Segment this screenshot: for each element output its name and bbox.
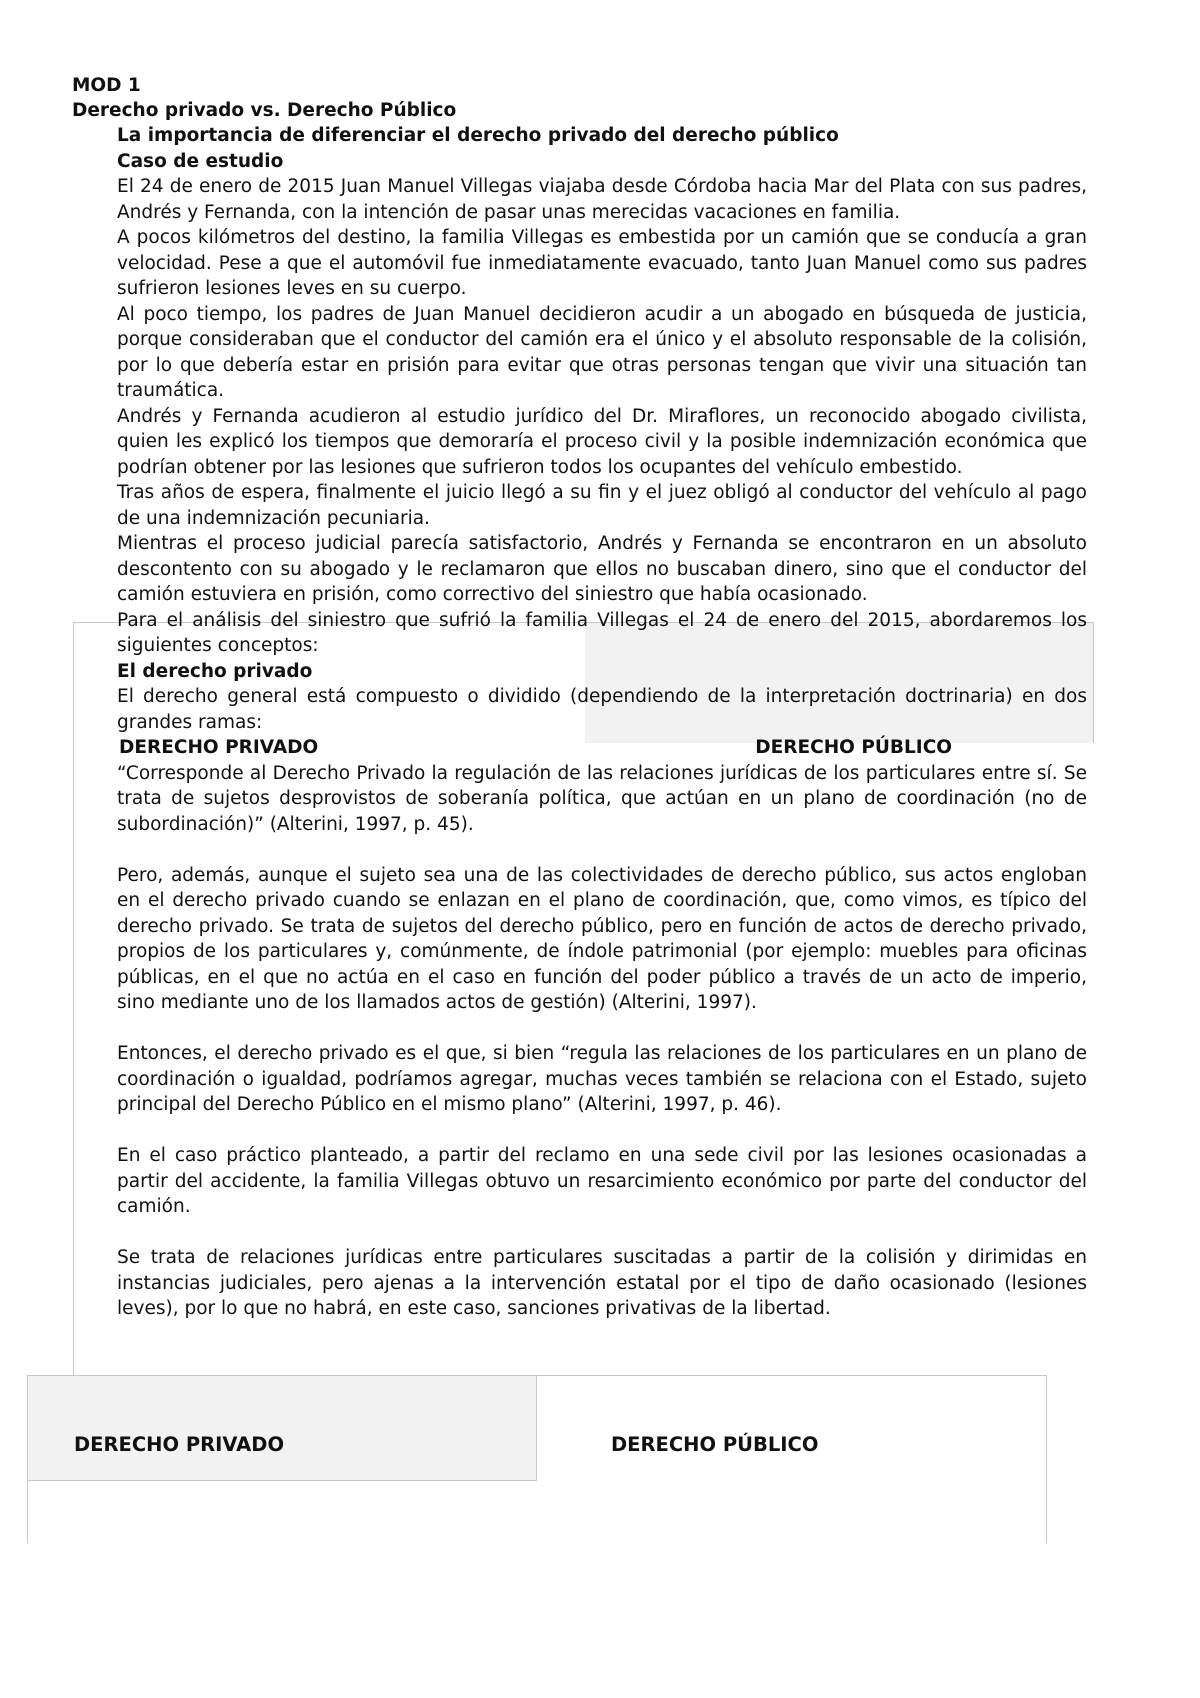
private-law-paragraph: En el caso práctico planteado, a partir del reclamo en una sede civil por las lesiones ocasionadas a partir del accidente, la familia Villegas obtuvo un resarcimiento económico por parte del conductor del camión. [117,1145,1087,1217]
paragraph-gap [117,1220,1087,1246]
branch-private-label: DERECHO PRIVADO [119,737,319,758]
branch-public-label: DERECHO PÚBLICO [755,737,952,758]
intro-paragraph: El derecho general está compuesto o dividido (dependiendo de la interpretación doctrinaria) en dos grandes ramas: [117,686,1087,733]
case-paragraph: El 24 de enero de 2015 Juan Manuel Villegas viajaba desde Córdoba hacia Mar del Plata con sus padres, Andrés y Fernanda, con la intención de pasar unas merecidas vacaciones en familia. [117,176,1087,223]
case-paragraph: Mientras el proceso judicial parecía satisfactorio, Andrés y Fernanda se encontraron en un absoluto descontento con su abogado y le reclamaron que ellos no buscaban dinero, sino que el conductor del camión estuviera en prisión, como correctivo del siniestro que había ocasionado. [117,533,1087,605]
private-law-paragraph: “Corresponde al Derecho Privado la regulación de las relaciones jurídicas de los particulares entre sí. Se trata de sujetos desprovistos de soberanía política, que actúan en un plano de coordinación (no de subordinación)” (Alterini, 1997, p. 45). [117,762,1087,835]
private-law-paragraph: Entonces, el derecho privado es el que, si bien “regula las relaciones de los particulares en un plano de coordinación o igualdad, podríamos agregar, muchas veces también se relaciona con el Estado, sujeto principal del Derecho Público en el mismo plano” (Alterini, 1997, p. 46). [117,1043,1087,1115]
module-label: MOD 1 [72,75,141,96]
case-paragraph: Para el análisis del siniestro que sufrió la familia Villegas el 24 de enero del 2015, abordaremos los siguientes conceptos: [117,609,1087,656]
comparison-table-left-header-cell [27,1375,537,1481]
table-header-private: DERECHO PRIVADO [74,1433,285,1456]
case-paragraph: Tras años de espera, finalmente el juicio llegó a su fin y el juez obligó al conductor del vehículo al pago de una indemnización pecuniaria. [117,482,1087,529]
paragraph-gap [117,837,1087,863]
case-paragraph: Al poco tiempo, los padres de Juan Manuel decidieron acudir a un abogado en búsqueda de justicia, porque consideraban que el conductor del camión era el único y el absoluto responsable de la colisión, por lo que debería estar en prisión para evitar que otras personas tengan que vivir una situación tan traumática. [117,303,1087,401]
comparison-table [27,1375,1047,1543]
comparison-table-right-header-cell [537,1375,1047,1543]
document-header [72,73,1112,123]
subtitle: La importancia de diferenciar el derecho privado del derecho público [117,125,839,146]
private-law-paragraph: Pero, además, aunque el sujeto sea una de las colectividades de derecho público, sus actos engloban en el derecho privado cuando se enlazan en el plano de coordinación, que, como vimos, es típico del derecho privado. Se trata de sujetos del derecho público, pero en función de actos de derecho privado, propios de los particulares y, comúnmente, de índole patrimonial (por ejemplo: muebles para oficinas públicas, en el que no actúa en el caso en función del poder público a través de un acto de imperio, sino mediante uno de los llamados actos de gestión) (Alterini, 1997). [117,864,1087,1013]
private-law-paragraph: Se trata de relaciones jurídicas entre particulares suscitadas a partir de la colisión y dirimidas en instancias judiciales, pero ajenas a la intervención estatal por el tipo de daño ocasionado (lesiones leves), por lo que no habrá, en este caso, sanciones privativas de la libertad. [117,1247,1087,1319]
comparison-table-left-body-cell [27,1481,537,1543]
paragraph-gap [117,1118,1087,1144]
document-body [117,123,1087,1322]
case-paragraph: Andrés y Fernanda acudieron al estudio jurídico del Dr. Miraflores, un reconocido abogado civilista, quien les explicó los tiempos que demoraría el proceso civil y la posible indemnización económica que podrían obtener por las lesiones que sufrieron todos los ocupantes del vehículo embestido. [117,405,1087,478]
case-heading: Caso de estudio [117,150,284,172]
law-branches-row [117,735,1087,761]
paragraph-gap [117,1016,1087,1042]
document-title: Derecho privado vs. Derecho Público [72,100,457,121]
case-paragraph: A pocos kilómetros del destino, la familia Villegas es embestida por un camión que se conducía a gran velocidad. Pese a que el automóvil fue inmediatamente evacuado, tanto Juan Manuel como sus padres sufrieron lesiones leves en su cuerpo. [117,227,1087,299]
table-header-public: DERECHO PÚBLICO [611,1433,819,1456]
private-law-heading: El derecho privado [117,660,313,682]
